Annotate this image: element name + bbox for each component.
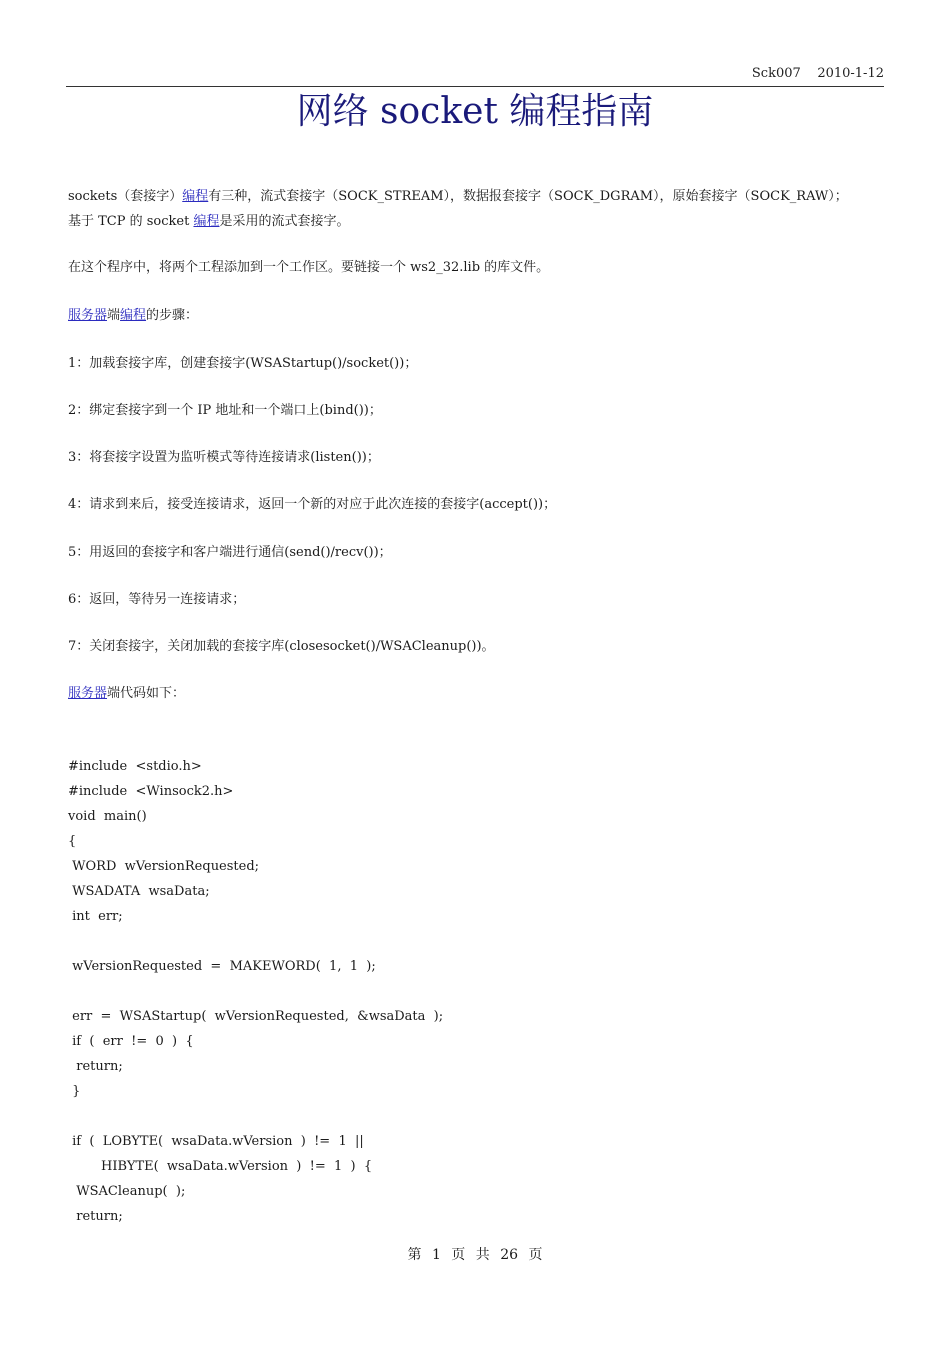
intro-text-d: 是采用的流式套接字。 [219,214,350,229]
intro-text-a: sockets（套接字） [68,189,183,204]
code-line: void main() [68,809,147,824]
code-line: int err; [68,909,123,924]
steps-heading-text-b: 的步骤： [146,308,199,323]
intro-paragraph [68,184,884,234]
doc-date: 2010-1-12 [817,66,884,81]
code-line [68,929,884,954]
step-3: 3：将套接字设置为监听模式等待连接请求(listen())； [68,450,380,465]
code-line: HIBYTE( wsaData.wVersion ) != 1 ) { [68,1159,373,1174]
intro-text-b: 有三种，流式套接字（SOCK_STREAM），数据报套接字（SOCK_DGRAM），原始套接字（SOCK_RAW）； [208,189,848,204]
code-line: WSACleanup( ); [68,1184,186,1199]
steps-heading-text-a: 端 [107,308,121,323]
programming-link-2[interactable]: 编程 [193,214,220,229]
code-line: #include <stdio.h> [68,759,202,774]
programming-link[interactable]: 编程 [182,189,209,204]
code-heading-text: 端代码如下： [107,686,186,701]
page-title: 网络 socket 编程指南 [296,91,654,132]
code-line: return; [68,1209,123,1224]
server-link-2[interactable]: 服务器 [68,686,108,701]
doc-id: Sck007 [751,66,801,81]
step-5: 5：用返回的套接字和客户端进行通信(send()/recv())； [68,545,392,560]
steps-heading [68,303,884,328]
code-line: #include <Winsock2.h> [68,784,234,799]
step-6: 6：返回，等待另一连接请求； [68,592,246,607]
code-line: err = WSAStartup( wVersionRequested, &wsaData ); [68,1009,444,1024]
code-line: { [68,834,77,849]
code-line: WSADATA wsaData; [68,884,210,899]
page-footer: 第 1 页 共 26 页 [407,1247,543,1263]
header-divider [66,86,884,87]
code-line: return; [68,1059,123,1074]
code-line: if ( LOBYTE( wsaData.wVersion ) != 1 || [68,1134,364,1149]
code-block [68,729,884,1254]
code-line: } [68,1084,81,1099]
step-4: 4：请求到来后，接受连接请求，返回一个新的对应于此次连接的套接字(accept())； [68,497,557,512]
step-2: 2：绑定套接字到一个 IP 地址和一个端口上(bind())； [68,403,382,418]
code-line [68,979,884,1004]
page-header [66,66,884,81]
step-1: 1：加载套接字库，创建套接字(WSAStartup()/socket())； [68,356,418,371]
programming-link-3[interactable]: 编程 [120,308,147,323]
code-line [68,1104,884,1129]
project-paragraph: 在这个程序中，将两个工程添加到一个工作区。要链接一个 ws2_32.lib 的库文件。 [68,260,550,275]
code-line: wVersionRequested = MAKEWORD( 1, 1 ); [68,959,376,974]
intro-text-c: 基于 TCP 的 socket [68,214,194,229]
server-link[interactable]: 服务器 [68,308,108,323]
code-heading [68,681,884,706]
code-line: WORD wVersionRequested; [68,859,260,874]
step-7: 7：关闭套接字，关闭加载的套接字库(closesocket()/WSACleanup())。 [68,639,495,654]
code-line: if ( err != 0 ) { [68,1034,194,1049]
